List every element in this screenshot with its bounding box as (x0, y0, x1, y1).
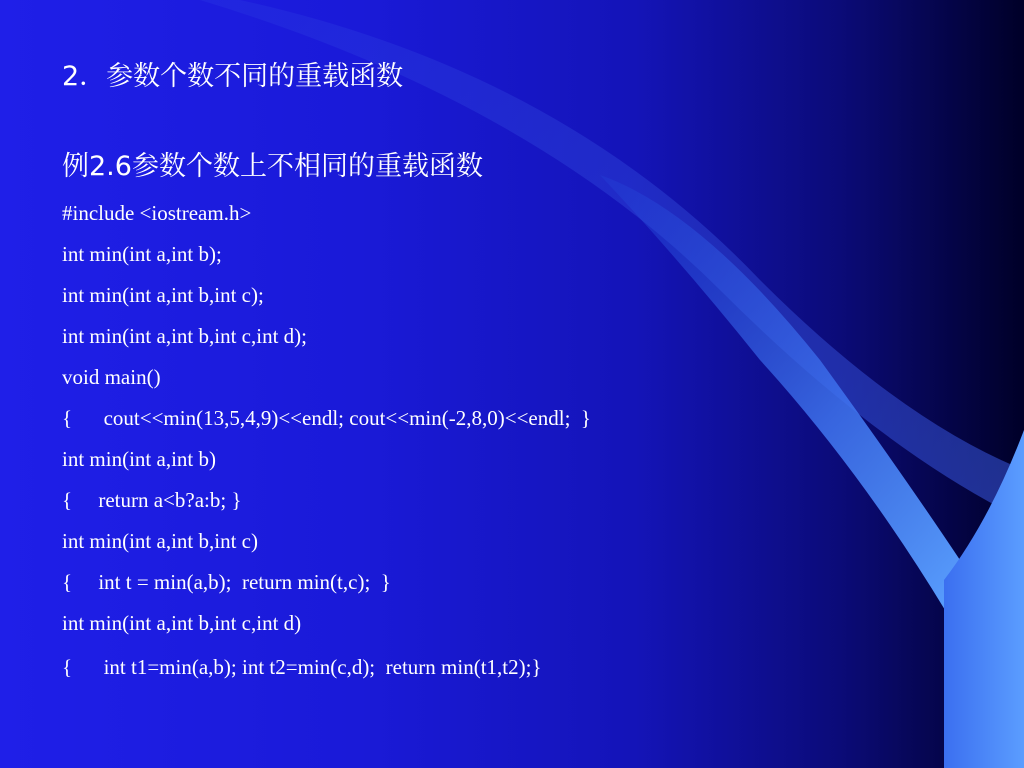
code-line: int min(int a,int b) (62, 447, 216, 471)
code-line: { return a<b?a:b; } (62, 488, 242, 512)
example-title: 例2.6参数个数上不相同的重载函数 (62, 151, 483, 182)
code-line: #include <iostream.h> (62, 201, 252, 225)
code-line: int min(int a,int b,int c); (62, 283, 264, 307)
decorative-wedge (600, 175, 960, 610)
code-line: int min(int a,int b,int c,int d); (62, 324, 307, 348)
code-line: int min(int a,int b); (62, 242, 222, 266)
code-line: void main() (62, 365, 161, 389)
code-line: { int t1=min(a,b); int t2=min(c,d); return min(t1,t2);} (62, 655, 542, 679)
code-listing (62, 197, 591, 689)
code-line: { int t = min(a,b); return min(t,c); } (62, 570, 391, 594)
code-line: { cout<<min(13,5,4,9)<<endl; cout<<min(-2,8,0)<<endl; } (62, 406, 591, 430)
section-title: 2．参数个数不同的重载函数 (62, 61, 404, 92)
code-line: int min(int a,int b,int c,int d) (62, 611, 302, 635)
code-line: int min(int a,int b,int c) (62, 529, 258, 553)
